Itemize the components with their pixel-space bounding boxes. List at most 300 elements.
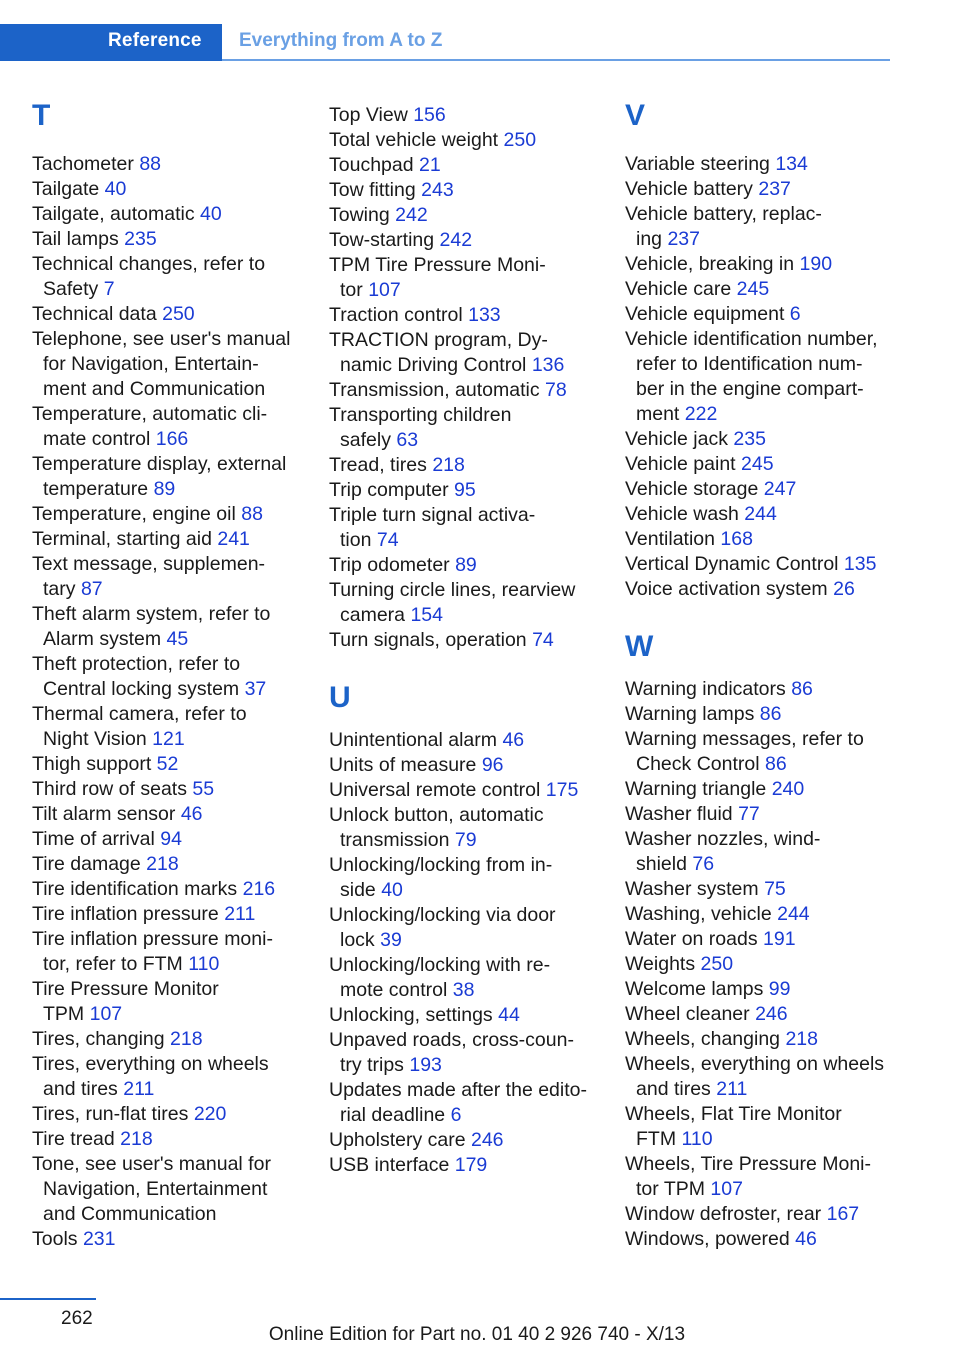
index-entry-text: Tires, changing: [32, 1028, 165, 1050]
index-entry: [32, 877, 312, 902]
index-entry-text: Universal remote control: [329, 779, 541, 801]
index-entry: [32, 652, 312, 702]
index-entry-text: Unlocking, settings: [329, 1004, 493, 1026]
index-page-link[interactable]: 211: [123, 1078, 155, 1100]
index-page-link[interactable]: 246: [755, 1003, 788, 1025]
index-entry-text: Terminal, starting aid: [32, 528, 212, 550]
index-column-3: [625, 96, 905, 1252]
index-entry: [32, 327, 312, 402]
index-page-link[interactable]: 88: [241, 503, 263, 525]
index-entry-text: Tire identification marks: [32, 878, 238, 900]
index-entry: [32, 502, 312, 527]
index-entry-text: Tire inflation pressure moni-: [32, 928, 273, 950]
index-entry-text: Tone, see user's manual for: [32, 1153, 271, 1175]
index-page-link[interactable]: 231: [82, 1228, 116, 1250]
index-letter-heading: V: [625, 99, 646, 132]
index-entry: [329, 803, 609, 853]
index-letter-heading: W: [625, 630, 654, 663]
index-entry: [329, 103, 609, 128]
index-entry-text: ing: [636, 228, 663, 250]
index-entry-text: Wheel cleaner: [625, 1003, 750, 1025]
index-entry-text: Technical changes, refer to: [32, 253, 266, 275]
index-entry-text: and Communication: [43, 1203, 217, 1225]
index-entry: [625, 327, 905, 427]
index-entry: [329, 478, 609, 503]
index-page-link[interactable]: 52: [156, 753, 179, 775]
index-page-link[interactable]: 55: [192, 778, 215, 800]
index-entry: [32, 1127, 312, 1152]
index-column-2: [329, 103, 609, 1178]
index-page-link[interactable]: 134: [775, 153, 808, 175]
index-entry: [32, 902, 312, 927]
index-entry: [329, 853, 609, 903]
index-entry-text: Wheels, Flat Tire Monitor: [625, 1103, 842, 1125]
index-page-link[interactable]: 156: [413, 104, 446, 126]
index-entry-text: Warning triangle: [625, 778, 767, 800]
index-entry-text: try trips: [340, 1054, 404, 1076]
index-entry: [329, 1003, 609, 1028]
index-page-link[interactable]: 26: [833, 578, 855, 600]
index-page-link[interactable]: 216: [242, 878, 276, 900]
index-entry-text: Wheels, everything on wheels: [625, 1053, 885, 1075]
index-page-link[interactable]: 107: [710, 1178, 743, 1200]
index-page-link[interactable]: 211: [224, 903, 256, 925]
index-entry-text: Unlocking/locking with re-: [329, 954, 551, 976]
index-entry-text: Tachometer: [32, 153, 134, 175]
index-entry-text: Vehicle identification number,: [625, 328, 878, 350]
index-entry: [329, 303, 609, 328]
index-page-link[interactable]: 222: [684, 403, 718, 425]
index-entry-text: USB interface: [329, 1154, 450, 1176]
index-page-link[interactable]: 37: [244, 678, 267, 700]
index-entry-text: for Navigation, Entertain-: [43, 353, 259, 375]
index-entry-text: Technical data: [32, 303, 157, 325]
index-entry-text: Vehicle paint: [625, 453, 736, 475]
index-page-link[interactable]: 46: [180, 803, 203, 825]
index-entry: [625, 302, 905, 327]
index-entry-text: tion: [340, 529, 372, 551]
index-entry-text: Central locking system: [43, 678, 240, 700]
index-entry: [329, 1153, 609, 1178]
index-entry-text: Unintentional alarm: [329, 729, 498, 751]
index-entry: [625, 527, 905, 552]
index-entry-text: Washing, vehicle: [625, 903, 772, 925]
index-page-link[interactable]: 94: [160, 828, 182, 850]
index-page-link[interactable]: 77: [738, 803, 760, 825]
index-entry: [329, 503, 609, 553]
index-entry-text: Text message, supplemen-: [32, 553, 266, 575]
index-entry-text: Alarm system: [43, 628, 162, 650]
index-entry: [625, 1102, 905, 1152]
index-entry: [625, 1202, 905, 1227]
index-entry: [329, 1028, 609, 1078]
index-entry: [625, 152, 905, 177]
index-entry-text: Vehicle wash: [625, 503, 739, 525]
index-entry-text: TRACTION program, Dy-: [329, 329, 548, 351]
index-page-link[interactable]: 235: [124, 228, 157, 250]
index-entry-text: Theft alarm system, refer to: [32, 603, 271, 625]
index-page-link[interactable]: 40: [381, 879, 403, 901]
index-entry-text: ment: [636, 403, 680, 425]
index-entry-text: Trip odometer: [329, 554, 450, 576]
index-entry-text: Tailgate, automatic: [32, 203, 195, 225]
index-page-link[interactable]: 218: [432, 454, 465, 476]
index-entry: [329, 453, 609, 478]
index-entry: [32, 227, 312, 252]
index-page-link[interactable]: 191: [763, 928, 796, 950]
index-entry-text: Tire damage: [32, 853, 141, 875]
index-entry-text: Transmission, automatic: [329, 379, 540, 401]
index-entry: [625, 177, 905, 202]
index-entry-text: Unpaved roads, cross-coun-: [329, 1029, 574, 1051]
index-entry: [32, 802, 312, 827]
index-page-link[interactable]: 218: [785, 1028, 818, 1050]
index-page-link[interactable]: 107: [368, 279, 401, 301]
index-entry-text: Time of arrival: [32, 828, 155, 850]
index-page-link[interactable]: 175: [545, 779, 579, 801]
index-page-link[interactable]: 240: [771, 778, 805, 800]
index-page-link[interactable]: 95: [453, 479, 476, 501]
index-entry: [625, 902, 905, 927]
index-entry: [329, 128, 609, 153]
index-entry: [32, 827, 312, 852]
index-entry: [329, 953, 609, 1003]
index-entry: [32, 177, 312, 202]
index-page-link[interactable]: 44: [498, 1004, 520, 1026]
index-entry: [32, 402, 312, 452]
index-page-link[interactable]: 6: [789, 303, 801, 325]
index-entry: [625, 1027, 905, 1052]
index-entry: [329, 1078, 609, 1128]
index-column-1: [32, 96, 312, 1252]
index-entry-text: namic Driving Control: [340, 354, 527, 376]
index-page-link[interactable]: 154: [410, 604, 443, 626]
index-entry-text: Check Control: [636, 753, 760, 775]
index-entry: [625, 427, 905, 452]
index-page-link[interactable]: 235: [733, 428, 766, 450]
index-page-link[interactable]: 168: [720, 528, 753, 550]
index-entry: [329, 628, 609, 653]
index-page-link[interactable]: 74: [532, 629, 554, 651]
index-entry: [625, 1002, 905, 1027]
header-divider: [222, 59, 890, 61]
index-page-link[interactable]: 7: [103, 278, 115, 300]
index-page-link[interactable]: 218: [120, 1128, 153, 1150]
index-page-link[interactable]: 250: [162, 303, 195, 325]
index-entry-text: transmission: [340, 829, 450, 851]
index-entry-text: Tools: [32, 1228, 78, 1250]
index-page-link[interactable]: 86: [764, 753, 787, 775]
index-page-link[interactable]: 218: [170, 1028, 203, 1050]
index-entry-text: Navigation, Entertainment: [43, 1178, 268, 1200]
index-entry: [625, 277, 905, 302]
index-page-link[interactable]: 250: [503, 129, 537, 151]
index-entry-text: Wheels, Tire Pressure Moni-: [625, 1153, 871, 1175]
index-entry: [32, 302, 312, 327]
index-entry-text: Vehicle jack: [625, 428, 728, 450]
index-entry-text: Trip computer: [329, 479, 449, 501]
index-entry-text: ment and Communication: [43, 378, 266, 400]
index-entry-text: Transporting children: [329, 404, 512, 426]
index-entry: [32, 252, 312, 302]
index-entry: [625, 552, 905, 577]
index-page-link[interactable]: 38: [452, 979, 475, 1001]
index-entry: [625, 252, 905, 277]
index-entry-text: Tail lamps: [32, 228, 119, 250]
index-page-link[interactable]: 63: [396, 429, 419, 451]
index-entry: [32, 702, 312, 752]
index-entry-text: Water on roads: [625, 928, 758, 950]
index-entry: [329, 1128, 609, 1153]
index-entry-text: Vehicle, breaking in: [625, 253, 795, 275]
index-page-link[interactable]: 250: [700, 953, 734, 975]
index-page-link[interactable]: 110: [188, 953, 220, 975]
index-entry: [32, 602, 312, 652]
index-entry-text: Unlocking/locking from in-: [329, 854, 553, 876]
index-page-link[interactable]: 244: [777, 903, 810, 925]
index-entry-text: Traction control: [329, 304, 463, 326]
index-page-link[interactable]: 21: [419, 154, 441, 176]
index-entry: [329, 153, 609, 178]
index-entry-text: mate control: [43, 428, 151, 450]
index-entry: [329, 328, 609, 378]
index-entry-text: Updates made after the edito-: [329, 1079, 587, 1101]
index-entry-text: Vertical Dynamic Control: [625, 553, 839, 575]
index-entry-text: mote control: [340, 979, 448, 1001]
index-page-link[interactable]: 245: [741, 453, 774, 475]
index-page-link[interactable]: 179: [454, 1154, 488, 1176]
index-entry: [625, 477, 905, 502]
index-entry-text: Thermal camera, refer to: [32, 703, 247, 725]
index-entry-text: Vehicle care: [625, 278, 732, 300]
index-entry-text: Washer system: [625, 878, 759, 900]
index-entry-text: Tire Pressure Monitor: [32, 978, 219, 1000]
index-page-link[interactable]: 167: [826, 1203, 860, 1225]
index-entry: [625, 502, 905, 527]
index-entry: [625, 577, 905, 602]
index-entry: [32, 777, 312, 802]
index-entry-text: Total vehicle weight: [329, 129, 499, 151]
index-entry: [32, 752, 312, 777]
index-page-link[interactable]: 243: [421, 179, 454, 201]
index-entry-text: Thigh support: [32, 753, 152, 775]
index-entry-text: Warning lamps: [625, 703, 755, 725]
index-entry-text: and tires: [636, 1078, 711, 1100]
index-entry-text: side: [340, 879, 376, 901]
index-letter-heading: T: [32, 99, 51, 132]
index-page-link[interactable]: 99: [768, 978, 791, 1000]
index-entry: [32, 202, 312, 227]
index-entry-text: Weights: [625, 953, 696, 975]
index-letter-heading: U: [329, 681, 351, 714]
header-subsection: Everything from A to Z: [239, 30, 443, 51]
index-entry: [625, 1152, 905, 1202]
index-entry-text: and tires: [43, 1078, 118, 1100]
index-entry-text: Units of measure: [329, 754, 477, 776]
index-entry: [625, 452, 905, 477]
index-entry-text: Warning indicators: [625, 678, 786, 700]
index-entry-text: Tire inflation pressure: [32, 903, 219, 925]
index-entry: [625, 977, 905, 1002]
index-page-link[interactable]: 133: [468, 304, 501, 326]
index-page-link[interactable]: 237: [758, 178, 791, 200]
index-entry-text: Theft protection, refer to: [32, 653, 241, 675]
index-page-link[interactable]: 110: [681, 1128, 713, 1150]
index-entry: [32, 1027, 312, 1052]
index-entry-text: rial deadline: [340, 1104, 446, 1126]
index-entry-text: Turn signals, operation: [329, 629, 527, 651]
index-entry-text: Safety: [43, 278, 99, 300]
index-entry: [625, 952, 905, 977]
index-entry: [625, 1227, 905, 1252]
index-entry-text: tor: [340, 279, 363, 301]
index-page-link[interactable]: 74: [376, 529, 399, 551]
index-entry-text: Washer fluid: [625, 803, 733, 825]
index-entry-text: Touchpad: [329, 154, 414, 176]
index-page-link[interactable]: 39: [380, 929, 402, 951]
index-entry: [329, 753, 609, 778]
index-entry-text: Temperature, automatic cli-: [32, 403, 268, 425]
index-page-link[interactable]: 89: [455, 554, 477, 576]
index-entry-text: Voice activation system: [625, 578, 828, 600]
index-entry: [32, 452, 312, 502]
index-page-link[interactable]: 87: [80, 578, 103, 600]
index-page-link[interactable]: 76: [692, 853, 715, 875]
edition-note: Online Edition for Part no. 01 40 2 926 740 - X/13: [268, 1324, 686, 1345]
index-entry-text: ber in the engine compart-: [636, 378, 864, 400]
index-entry-text: Turning circle lines, rearview: [329, 579, 576, 601]
index-page-link[interactable]: 218: [146, 853, 179, 875]
index-entry-text: tary: [43, 578, 76, 600]
index-entry: [625, 1052, 905, 1102]
index-entry: [625, 727, 905, 777]
index-page-link[interactable]: 45: [166, 628, 189, 650]
index-page-link[interactable]: 244: [744, 503, 777, 525]
index-entry-text: Vehicle storage: [625, 478, 759, 500]
index-entry: [32, 1152, 312, 1227]
index-entry: [625, 677, 905, 702]
header-section: Reference: [108, 30, 202, 51]
index-entry: [329, 553, 609, 578]
index-entry: [625, 777, 905, 802]
index-entry-text: Tow fitting: [329, 179, 416, 201]
index-page-link[interactable]: 6: [450, 1104, 462, 1126]
index-entry-text: Tilt alarm sensor: [32, 803, 176, 825]
index-entry-text: TPM: [43, 1003, 85, 1025]
index-entry-text: Tailgate: [32, 178, 100, 200]
index-entry: [625, 927, 905, 952]
index-page-link[interactable]: 190: [799, 253, 833, 275]
index-page-link[interactable]: 121: [152, 728, 185, 750]
index-page-link[interactable]: 88: [139, 153, 162, 175]
index-entry: [625, 877, 905, 902]
index-entry: [329, 903, 609, 953]
index-entry-text: Tread, tires: [329, 454, 427, 476]
index-entry-text: Vehicle battery, replac-: [625, 203, 822, 225]
index-page-link[interactable]: 220: [193, 1103, 227, 1125]
index-entry-text: shield: [636, 853, 687, 875]
index-entry: [329, 253, 609, 303]
index-page-link[interactable]: 46: [502, 729, 525, 751]
index-entry-text: Wheels, changing: [625, 1028, 781, 1050]
index-entry: [32, 527, 312, 552]
index-page-link[interactable]: 242: [439, 229, 473, 251]
index-entry-text: Washer nozzles, wind-: [625, 828, 821, 850]
footer-divider: [0, 1298, 96, 1300]
index-entry-text: Window defroster, rear: [625, 1203, 822, 1225]
index-entry: [329, 378, 609, 403]
index-page-link[interactable]: 237: [667, 228, 700, 250]
index-entry-text: Tire tread: [32, 1128, 115, 1150]
index-entry-text: Welcome lamps: [625, 978, 764, 1000]
index-page-link[interactable]: 78: [545, 379, 567, 401]
index-entry: [32, 1102, 312, 1127]
index-entry: [32, 977, 312, 1027]
index-page-link[interactable]: 86: [791, 678, 813, 700]
index-page-link[interactable]: 135: [843, 553, 877, 575]
index-page-link[interactable]: 79: [454, 829, 477, 851]
index-entry-text: Tires, run-flat tires: [32, 1103, 189, 1125]
index-entry-text: Warning messages, refer to: [625, 728, 864, 750]
index-page-link[interactable]: 40: [104, 178, 127, 200]
index-entry-text: Towing: [329, 204, 390, 226]
index-page-link[interactable]: 246: [470, 1129, 504, 1151]
index-entry: [32, 852, 312, 877]
index-entry-text: TPM Tire Pressure Moni-: [329, 254, 546, 276]
index-page-link[interactable]: 211: [716, 1078, 748, 1100]
index-page-link[interactable]: 193: [409, 1054, 442, 1076]
index-page-link[interactable]: 96: [481, 754, 504, 776]
index-entry: [329, 203, 609, 228]
index-entry-text: Triple turn signal activa-: [329, 504, 536, 526]
index-entry-text: Night Vision: [43, 728, 147, 750]
index-page-link[interactable]: 86: [759, 703, 782, 725]
index-page-link[interactable]: 241: [217, 528, 250, 550]
index-entry-text: Unlocking/locking via door: [329, 904, 556, 926]
index-page-link[interactable]: 40: [200, 203, 222, 225]
index-page-link[interactable]: 136: [531, 354, 565, 376]
index-entry: [329, 228, 609, 253]
index-entry-text: Upholstery care: [329, 1129, 466, 1151]
index-entry-text: Ventilation: [625, 528, 715, 550]
index-page-link[interactable]: 245: [736, 278, 770, 300]
index-page-link[interactable]: 46: [795, 1228, 817, 1250]
index-entry-text: Telephone, see user's manual: [32, 328, 291, 350]
index-entry: [329, 728, 609, 753]
index-entry-text: camera: [340, 604, 406, 626]
index-entry: [32, 927, 312, 977]
index-entry-text: Tow-starting: [329, 229, 435, 251]
index-page-link[interactable]: 166: [155, 428, 189, 450]
index-page-link[interactable]: 75: [764, 878, 786, 900]
index-entry-text: Vehicle battery: [625, 178, 753, 200]
index-entry: [32, 552, 312, 602]
index-entry: [32, 152, 312, 177]
index-entry-text: Temperature display, external: [32, 453, 287, 475]
index-entry-text: temperature: [43, 478, 149, 500]
index-entry-text: refer to Identification num-: [636, 353, 863, 375]
index-page-link[interactable]: 89: [153, 478, 176, 500]
index-entry: [32, 1052, 312, 1102]
index-entry-text: tor, refer to FTM: [43, 953, 183, 975]
page-number: 262: [61, 1308, 93, 1329]
index-page-link[interactable]: 242: [395, 204, 428, 226]
index-page-link[interactable]: 247: [763, 478, 797, 500]
index-page-link[interactable]: 107: [89, 1003, 123, 1025]
index-entry: [625, 802, 905, 827]
index-entry: [329, 178, 609, 203]
index-entry-text: FTM: [636, 1128, 677, 1150]
